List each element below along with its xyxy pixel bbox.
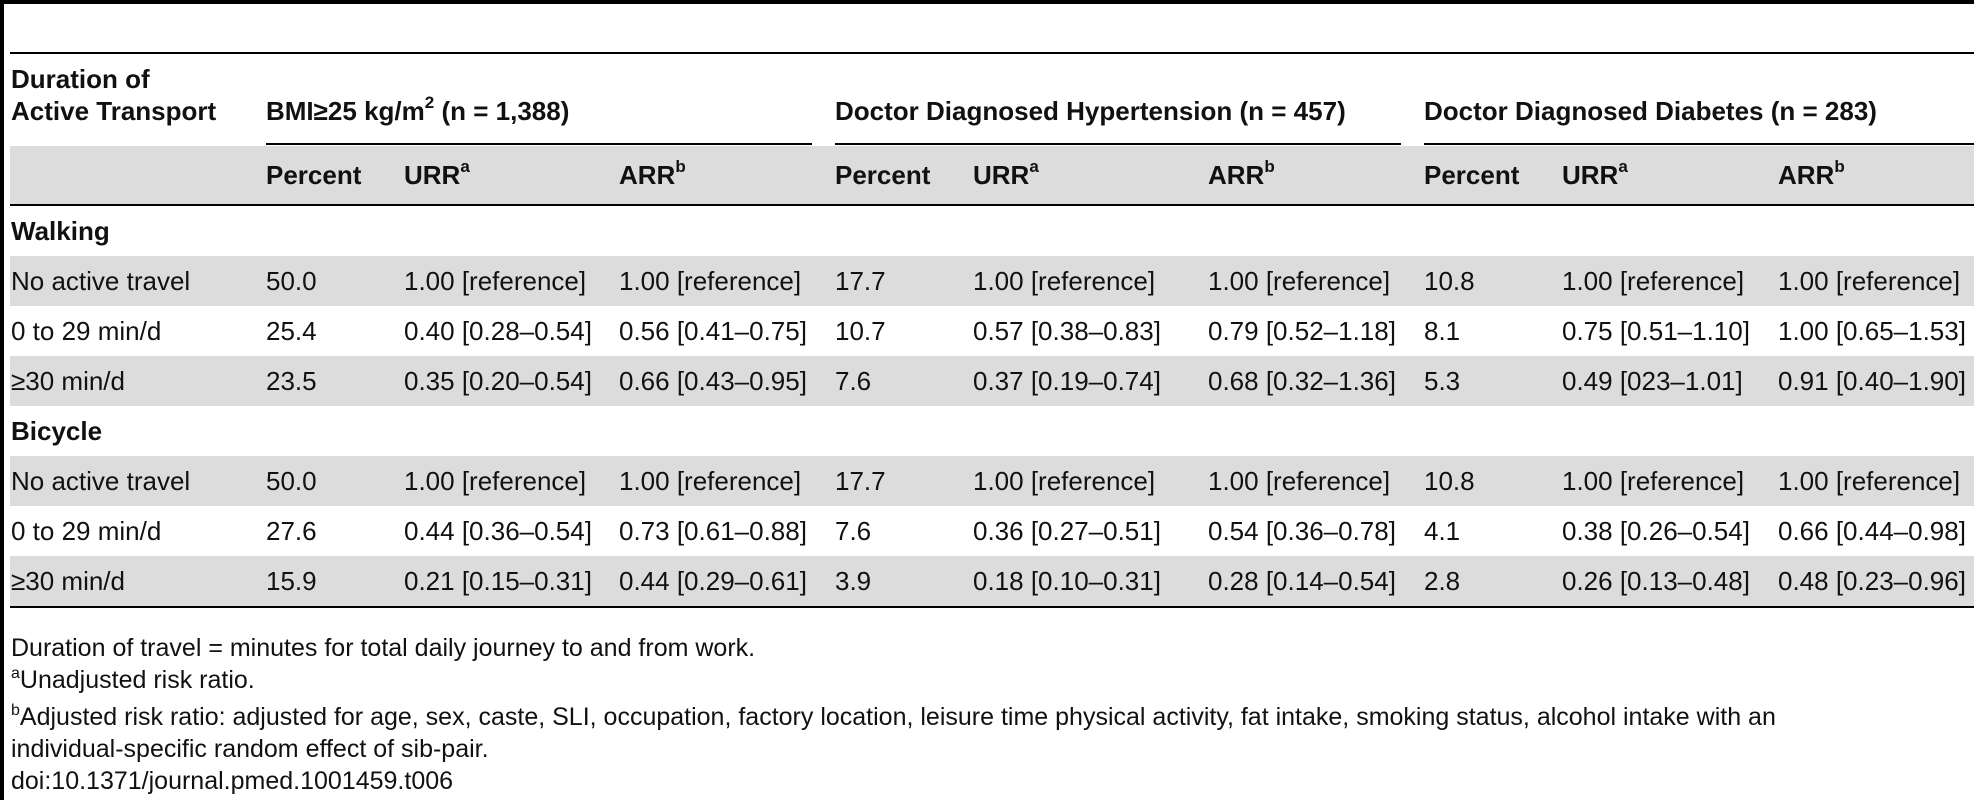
subheader-urr-hypertension: URR$^a$ [973, 157, 1039, 190]
subheader-percent-bmi: Percent [266, 160, 362, 190]
section-title-bicycle: Bicycle [11, 416, 103, 446]
cell-arr: 0.56 [0.41–0.75] [619, 316, 807, 346]
cell-arr: 0.54 [0.36–0.78] [1208, 516, 1396, 546]
subheader-bottom-rule [10, 204, 1974, 206]
subheader-arr-bmi: ARR$^b$ [619, 157, 686, 190]
subheader-arr-hypertension: ARR$^b$ [1208, 157, 1275, 190]
cell-arr: 0.48 [0.23–0.96] [1778, 566, 1966, 596]
cell-percent: 15.9 [266, 566, 317, 596]
group-header-bmi-n: (n = 1,388) [441, 96, 570, 126]
cell-urr: 0.49 [023–1.01] [1562, 366, 1743, 396]
table-top-border [0, 0, 1974, 4]
cell-percent: 10.8 [1424, 266, 1475, 296]
cell-urr: 0.44 [0.36–0.54] [404, 516, 592, 546]
cell-urr: 0.37 [0.19–0.74] [973, 366, 1161, 396]
cell-arr: 0.28 [0.14–0.54] [1208, 566, 1396, 596]
cell-urr: 0.75 [0.51–1.10] [1562, 316, 1750, 346]
table-left-border [0, 0, 4, 800]
cell-percent: 7.6 [835, 516, 872, 546]
cell-urr: 1.00 [reference] [404, 466, 587, 496]
cell-percent: 3.9 [835, 566, 872, 596]
cell-urr: 1.00 [reference] [973, 266, 1156, 296]
subheader-percent-hypertension: Percent [835, 160, 931, 190]
cell-percent: 10.8 [1424, 466, 1475, 496]
cell-urr: 1.00 [reference] [1562, 266, 1745, 296]
cell-urr: 1.00 [reference] [973, 466, 1156, 496]
row-label: No active travel [11, 266, 191, 296]
subheader-arr-diabetes: ARR$^b$ [1778, 157, 1845, 190]
cell-urr: 0.18 [0.10–0.31] [973, 566, 1161, 596]
cell-urr: 1.00 [reference] [404, 266, 587, 296]
subheader-urr-diabetes: URR$^a$ [1562, 157, 1628, 190]
footnote-b: $^b$Adjusted risk ratio: adjusted for age, sex, caste, SLI, occupation, factory location, leisure time physical activity, fat intake, smoking status, alcohol intake with an [11, 701, 1776, 731]
row-label: 0 to 29 min/d [11, 316, 162, 346]
cell-arr: 1.00 [0.65–1.53] [1778, 316, 1966, 346]
cell-arr: 1.00 [reference] [1778, 266, 1961, 296]
group-rule-hypertension [835, 143, 1401, 145]
group-header-hypertension: Doctor Diagnosed Hypertension (n = 457) [835, 96, 1346, 126]
row-label-header-line1: Duration of [11, 64, 150, 94]
cell-arr: 1.00 [reference] [1208, 266, 1391, 296]
cell-urr: 0.21 [0.15–0.31] [404, 566, 592, 596]
header-top-rule [10, 52, 1974, 54]
row-label: 0 to 29 min/d [11, 516, 162, 546]
cell-arr: 0.68 [0.32–1.36] [1208, 366, 1396, 396]
cell-percent: 23.5 [266, 366, 317, 396]
group-header-diabetes: Doctor Diagnosed Diabetes (n = 283) [1424, 96, 1877, 126]
cell-arr: 0.79 [0.52–1.18] [1208, 316, 1396, 346]
footnote-a: $^a$Unadjusted risk ratio. [11, 664, 255, 694]
group-rule-bmi [266, 143, 812, 145]
cell-arr: 0.91 [0.40–1.90] [1778, 366, 1966, 396]
cell-urr: 0.40 [0.28–0.54] [404, 316, 592, 346]
cell-urr: 0.36 [0.27–0.51] [973, 516, 1161, 546]
cell-urr: 1.00 [reference] [1562, 466, 1745, 496]
cell-percent: 50.0 [266, 466, 317, 496]
doi-link[interactable]: doi:10.1371/journal.pmed.1001459.t006 [11, 767, 454, 795]
section-title-walking: Walking [11, 216, 110, 246]
cell-percent: 25.4 [266, 316, 317, 346]
cell-arr: 0.73 [0.61–0.88] [619, 516, 807, 546]
cell-arr: 1.00 [reference] [619, 466, 802, 496]
cell-arr: 1.00 [reference] [1778, 466, 1961, 496]
group-header-bmi: BMI≥25 $kg/m^2$ (n = 1,388) [266, 93, 570, 126]
cell-arr: 0.44 [0.29–0.61] [619, 566, 807, 596]
row-label: ≥30 min/d [11, 366, 125, 396]
group-header-hypertension-n: (n = 457) [1239, 96, 1346, 126]
cell-urr: 0.57 [0.38–0.83] [973, 316, 1161, 346]
cell-percent: 27.6 [266, 516, 317, 546]
cell-percent: 5.3 [1424, 366, 1461, 396]
cell-percent: 7.6 [835, 366, 872, 396]
cell-percent: 8.1 [1424, 316, 1461, 346]
cell-urr: 0.38 [0.26–0.54] [1562, 516, 1750, 546]
cell-percent: 4.1 [1424, 516, 1461, 546]
footnote-b-continued: individual-specific random effect of sib-pair. [11, 735, 489, 763]
row-label: No active travel [11, 466, 191, 496]
subheader-percent-diabetes: Percent [1424, 160, 1520, 190]
cell-urr: 0.26 [0.13–0.48] [1562, 566, 1750, 596]
row-label: ≥30 min/d [11, 566, 125, 596]
cell-arr: 0.66 [0.44–0.98] [1778, 516, 1966, 546]
table-bottom-rule [10, 606, 1974, 608]
footnote-duration: Duration of travel = minutes for total daily journey to and from work. [11, 634, 756, 662]
cell-percent: 17.7 [835, 266, 886, 296]
cell-percent: 10.7 [835, 316, 886, 346]
group-header-diabetes-n: (n = 283) [1770, 96, 1877, 126]
subheader-urr-bmi: URR$^a$ [404, 157, 470, 190]
row-label-header-line2: Active Transport [11, 96, 217, 126]
cell-arr: 0.66 [0.43–0.95] [619, 366, 807, 396]
cell-percent: 17.7 [835, 466, 886, 496]
cell-percent: 50.0 [266, 266, 317, 296]
cell-urr: 0.35 [0.20–0.54] [404, 366, 592, 396]
cell-arr: 1.00 [reference] [1208, 466, 1391, 496]
cell-arr: 1.00 [reference] [619, 266, 802, 296]
group-rule-diabetes [1424, 143, 1974, 145]
cell-percent: 2.8 [1424, 566, 1461, 596]
